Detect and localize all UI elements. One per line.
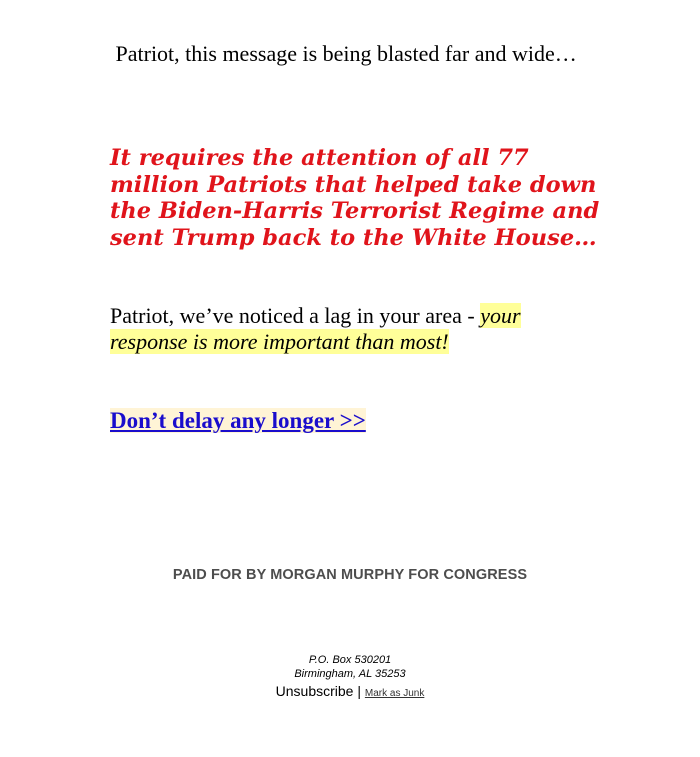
notice-paragraph <box>110 303 580 355</box>
paid-for-disclaimer: PAID FOR BY MORGAN MURPHY FOR CONGRESS <box>172 567 528 583</box>
unsubscribe-link[interactable]: Unsubscribe <box>275 683 354 699</box>
address-line-1: P.O. Box 530201 <box>308 654 392 666</box>
footer-links <box>0 682 700 703</box>
urgent-text: It requires the attention of all 77 million Patriots that helped take down the Biden-Harris Terrorist Regime and sent Trump back to the White House… <box>110 145 600 251</box>
urgent-paragraph <box>110 145 600 251</box>
address-line-2: Birmingham, AL 35253 <box>294 668 406 680</box>
intro-text: Patriot, this message is being blasted far and wide… <box>115 41 577 66</box>
cta-paragraph <box>110 407 366 435</box>
notice-lead-text: Patriot, we’ve noticed a lag in your area - <box>110 303 481 328</box>
notice-highlight-text: your response is more important than most! <box>110 303 521 354</box>
intro-paragraph <box>110 40 580 67</box>
footer <box>0 653 700 703</box>
cta-link[interactable]: Don’t delay any longer >> <box>110 408 366 433</box>
footer-separator: | <box>357 683 361 699</box>
mark-as-junk-link[interactable]: Mark as Junk <box>364 688 425 699</box>
